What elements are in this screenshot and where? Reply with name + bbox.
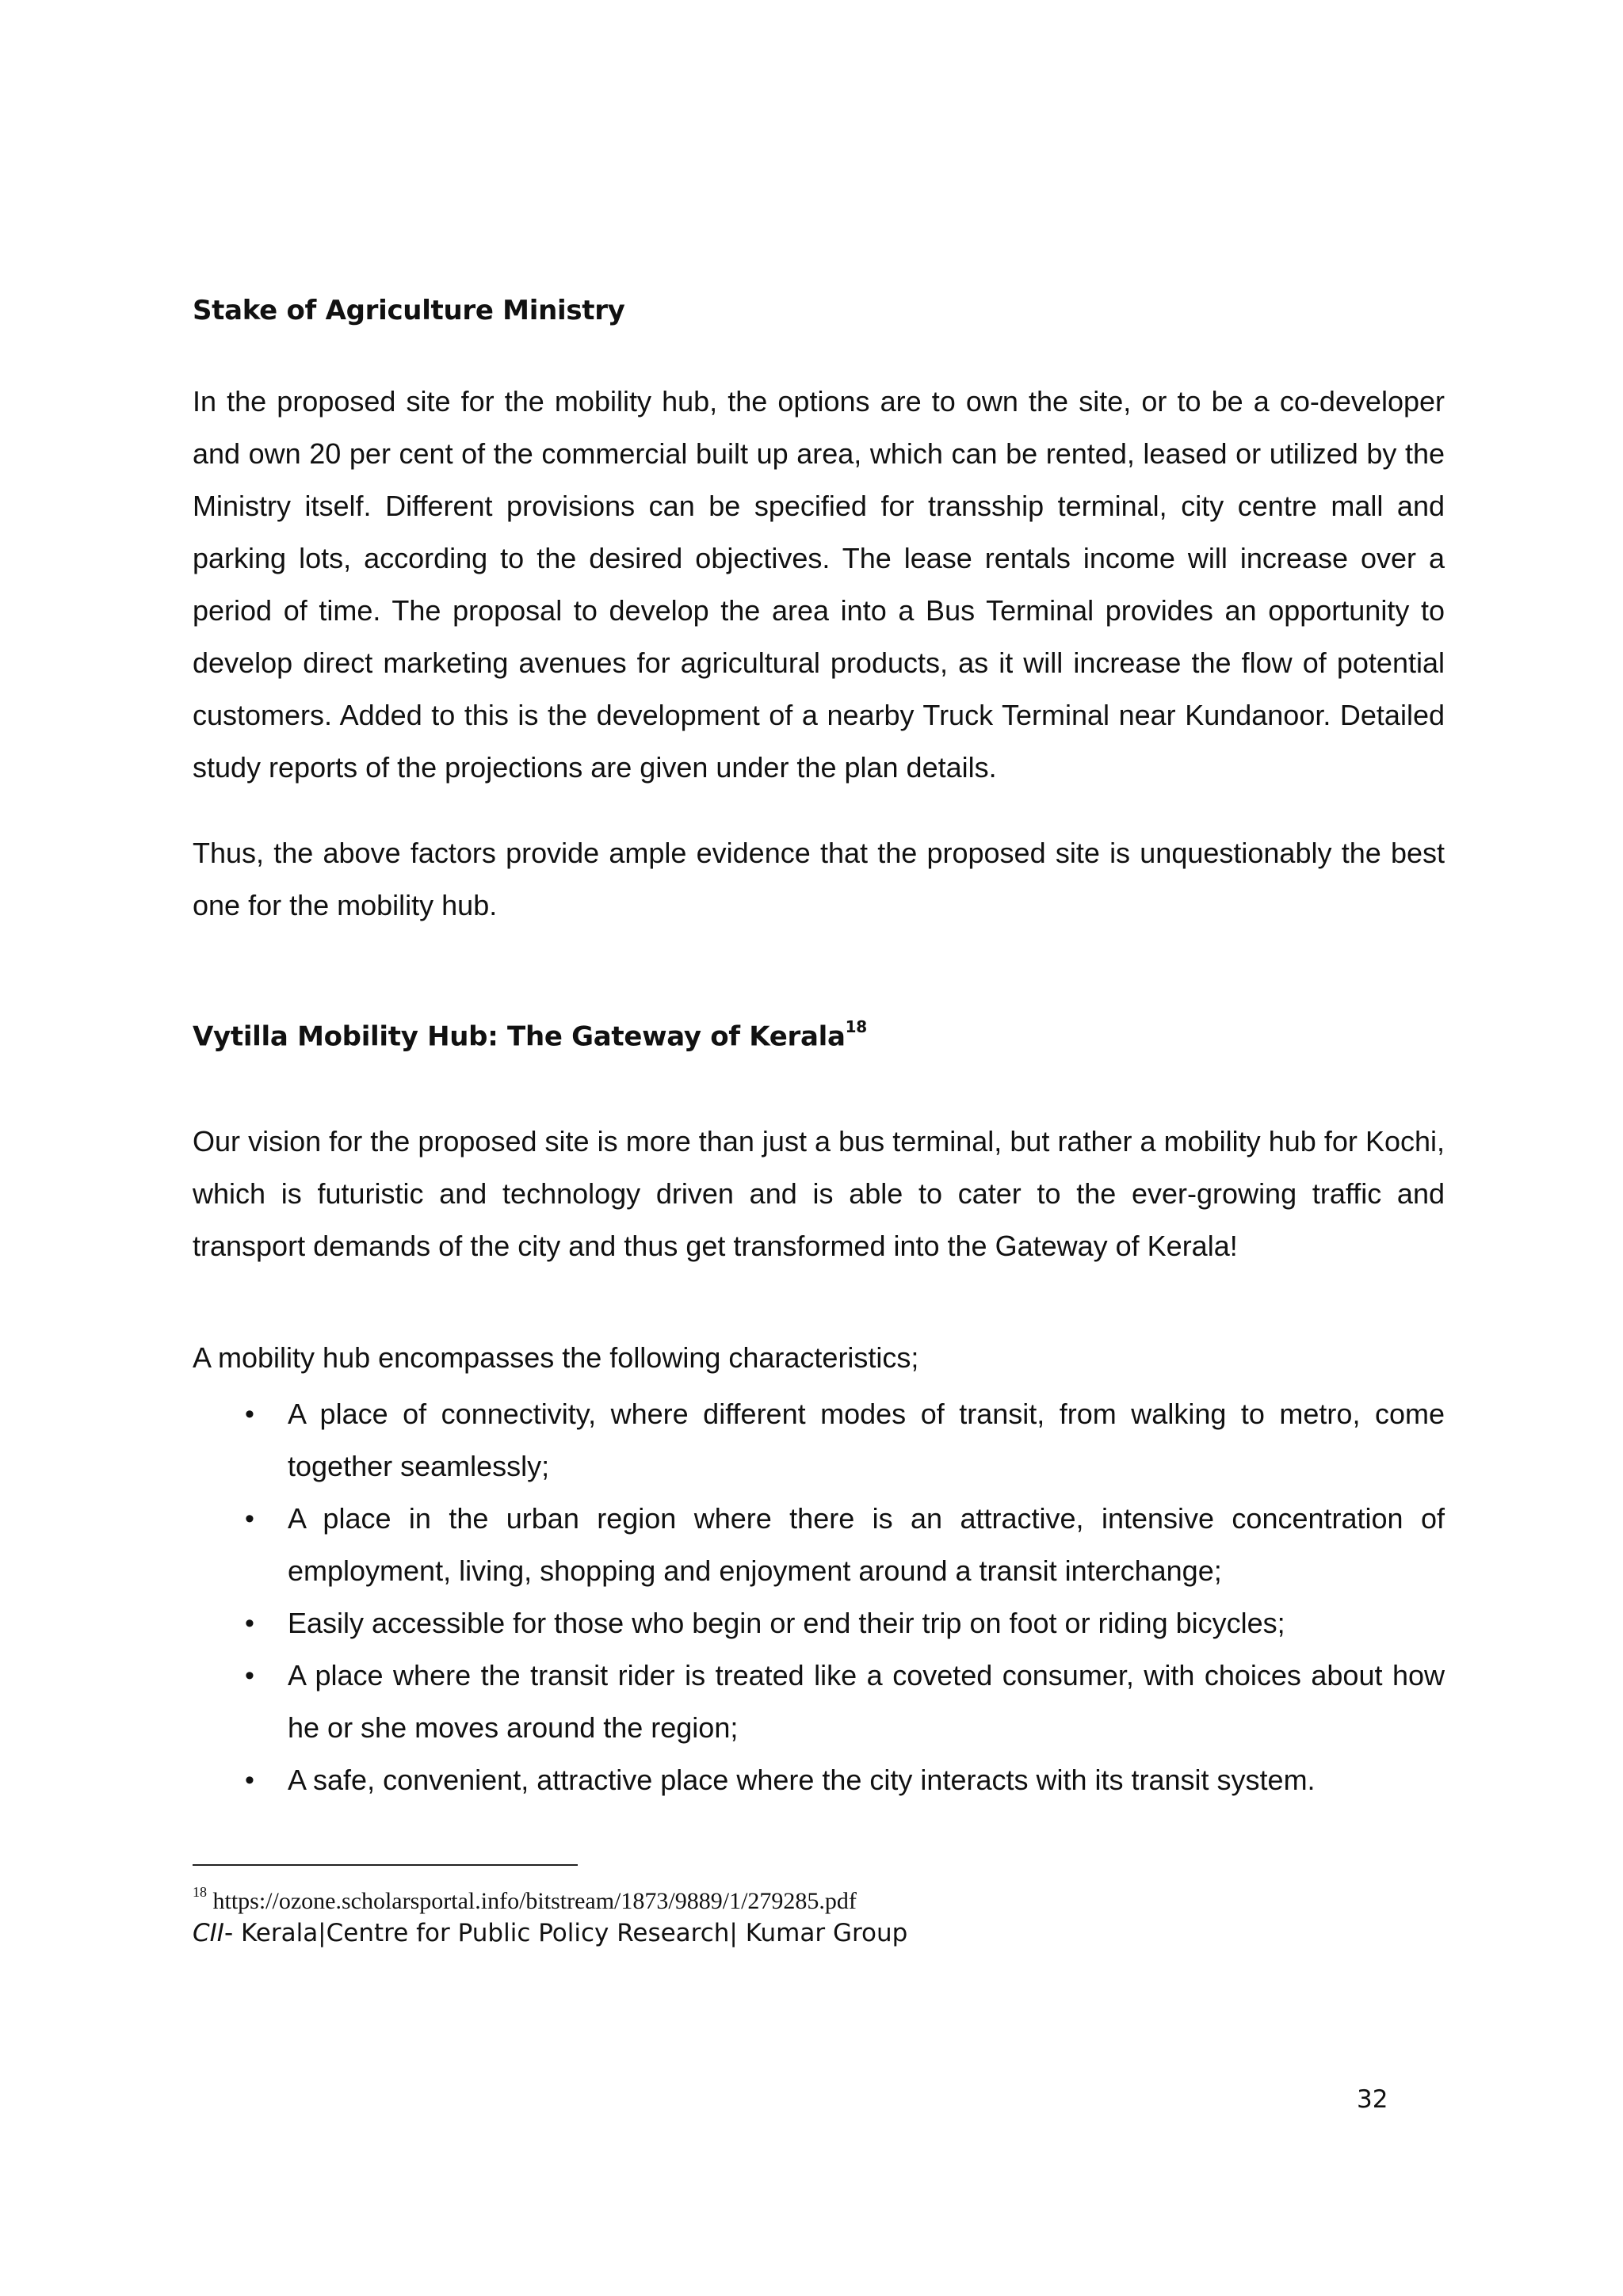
section-heading-agriculture: Stake of Agriculture Ministry	[193, 295, 625, 326]
page-number: 32	[1357, 2085, 1388, 2114]
footer-org-abbrev: CII	[193, 1919, 224, 1947]
list-item	[193, 1650, 1445, 1754]
characteristics-list	[193, 1388, 1445, 1806]
footnote	[193, 1879, 857, 1917]
page-footer	[193, 1915, 907, 1951]
bullet-icon: •	[245, 1399, 254, 1429]
footnote-url: https://ozone.scholarsportal.info/bitstream/1873/9889/1/279285.pdf	[212, 1888, 857, 1914]
footer-org-text: - Kerala|Centre for Public Policy Research| Kumar Group	[223, 1919, 908, 1947]
list-item-text: A place of connectivity, where different modes of transit, from walking to metro, come together seamlessly;	[288, 1398, 1445, 1482]
bullet-icon: •	[245, 1608, 254, 1638]
paragraph-vision: Our vision for the proposed site is more than just a bus terminal, but rather a mobility hub for Kochi, which is futuristic and technology driven and is able to cater to the ever-growing traffic and transport demands of the city and thus get transformed into the Gateway of Kerala!	[193, 1125, 1445, 1262]
list-item-text: Easily accessible for those who begin or end their trip on foot or riding bicycles;	[288, 1607, 1285, 1639]
footnote-number: 18	[193, 1884, 207, 1900]
footnote-reference: 18	[845, 1017, 867, 1036]
bullet-icon: •	[245, 1661, 254, 1691]
list-item	[193, 1493, 1445, 1597]
paragraph-conclusion: Thus, the above factors provide ample evidence that the proposed site is unquestionably the best one for the mobility hub.	[193, 837, 1445, 921]
footnote-separator	[193, 1864, 578, 1866]
bullet-icon: •	[245, 1765, 254, 1795]
section-heading-vytilla	[193, 1017, 867, 1053]
list-intro: A mobility hub encompasses the following characteristics;	[193, 1341, 919, 1374]
list-item-text: A place where the transit rider is treated like a coveted consumer, with choices about how he or she moves around the region;	[288, 1659, 1445, 1744]
paragraph-agriculture-stake: In the proposed site for the mobility hub, the options are to own the site, or to be a co-developer and own 20 per cent of the commercial built up area, which can be rented, leased or utilized by the Ministry itself. Different provisions can be specified for transship terminal, city centre mall and parking lots, according to the desired objectives. The lease rentals income will increase over a period of time. The proposal to develop the area into a Bus Terminal provides an opportunity to develop direct marketing avenues for agricultural products, as it will increase the flow of potential customers. Added to this is the development of a nearby Truck Terminal near Kundanoor. Detailed study reports of the projections are given under the plan details.	[193, 385, 1445, 784]
list-item	[193, 1597, 1445, 1650]
list-item	[193, 1754, 1445, 1806]
section-heading-vytilla-text: Vytilla Mobility Hub: The Gateway of Kerala	[193, 1020, 846, 1053]
list-item	[193, 1388, 1445, 1493]
list-item-text: A place in the urban region where there is an attractive, intensive concentration of employment, living, shopping and enjoyment around a transit interchange;	[288, 1502, 1445, 1587]
list-item-text: A safe, convenient, attractive place where the city interacts with its transit system.	[288, 1764, 1316, 1796]
bullet-icon: •	[245, 1504, 254, 1534]
